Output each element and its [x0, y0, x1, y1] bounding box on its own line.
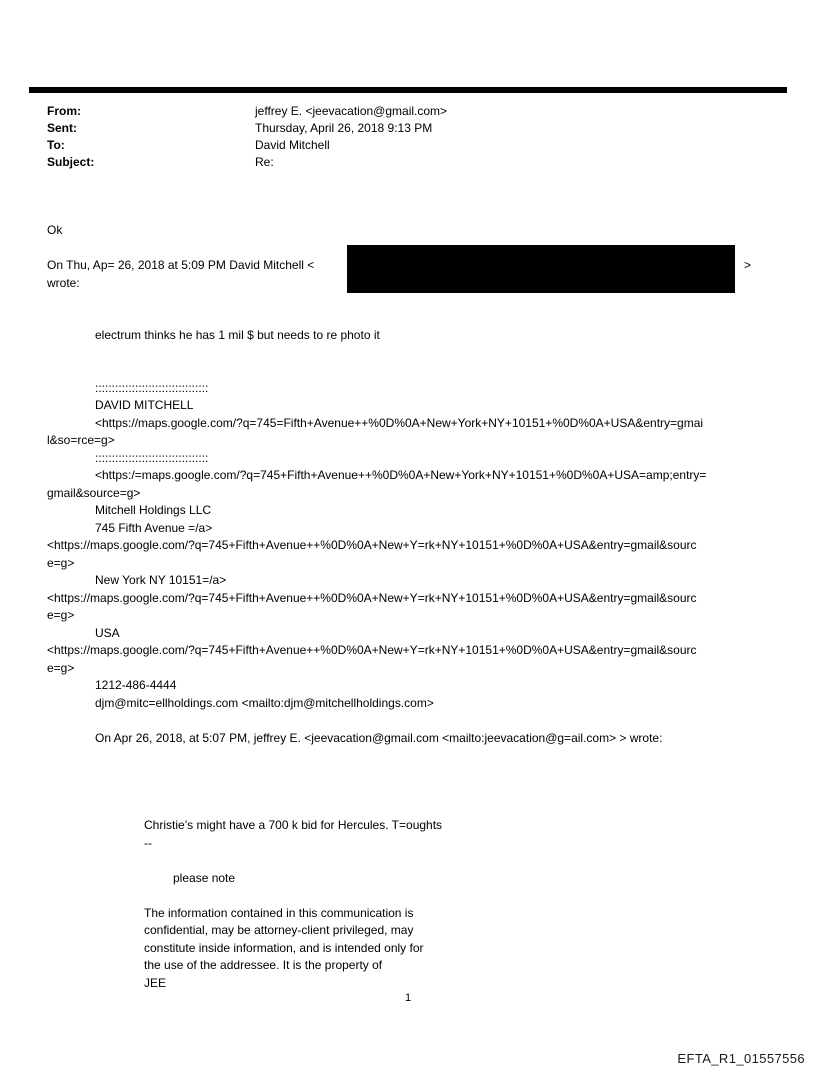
- body-line: e=g>: [47, 555, 75, 570]
- header-row-subject: [47, 154, 447, 171]
- blank-line: [47, 747, 816, 765]
- quote-attribution-close-bracket: >: [744, 258, 752, 272]
- body-line: --: [144, 835, 152, 850]
- body-line: <https://maps.google.com/?q=745+Fifth+Avenue++%0D%0A+New+Y=rk+NY+10151+%0D%0A+USA&entry=gmail&sourc: [47, 643, 697, 657]
- body-line: New York NY 10151=/a>: [95, 573, 227, 587]
- page-number: 1: [404, 992, 412, 1004]
- subject-label: Subject:: [47, 155, 95, 169]
- body-line: <https://maps.google.com/?q=745=Fifth+Avenue++%0D%0A+New+York+NY+10151+%0D%0A+USA&entry=gmai: [95, 415, 704, 430]
- from-label: From:: [47, 104, 81, 118]
- body-line: The information contained in this communication is: [144, 905, 414, 920]
- header-row-sent: [47, 120, 447, 137]
- quote-attribution-text: On Thu, Ap= 26, 2018 at 5:09 PM David Mitchell <: [47, 258, 315, 272]
- body-line: <https://maps.google.com/?q=745+Fifth+Avenue++%0D%0A+New+Y=rk+NY+10151+%0D%0A+USA&entry=gmail&sourc: [47, 590, 697, 605]
- email-header: [47, 103, 447, 171]
- blank-line: [47, 292, 816, 310]
- body-line: electrum thinks he has 1 mil $ but needs to re photo it: [95, 328, 380, 342]
- to-value: David Mitchell: [255, 138, 330, 152]
- bates-number: EFTA_R1_01557556: [677, 1051, 805, 1066]
- body-line: On Apr 26, 2018, at 5:07 PM, jeffrey E. <jeevacation@gmail.com <mailto:jeevacation@g=ail.com> > wrote:: [95, 730, 663, 745]
- blank-line: [47, 712, 816, 730]
- body-line: DAVID MITCHELL: [95, 398, 194, 412]
- body-line: <https:/=maps.google.com/?q=745+Fifth+Avenue++%0D%0A+New+York+NY+10151+%0D%0A+USA=amp;entry=: [95, 468, 707, 482]
- body-line: constitute inside information, and is intended only for: [144, 940, 424, 955]
- body-line: ::::::::::::::::::::::::::::::::::: [95, 380, 209, 395]
- body-line: JEE: [144, 975, 167, 990]
- body-line: ::::::::::::::::::::::::::::::::::: [95, 450, 209, 465]
- body-line: USA: [95, 625, 120, 640]
- to-label: To:: [47, 138, 65, 152]
- subject-value: Re:: [255, 155, 274, 169]
- body-line: the use of the addressee. It is the property of: [144, 958, 383, 972]
- sent-value: Thursday, April 26, 2018 9:13 PM: [255, 121, 433, 135]
- body-line: Christie’s might have a 700 k bid for Hercules. T=oughts: [144, 818, 443, 832]
- blank-line: [47, 800, 816, 818]
- body-line: wrote:: [47, 275, 80, 290]
- body-line: <https://maps.google.com/?q=745+Fifth+Avenue++%0D%0A+New+Y=rk+NY+10151+%0D%0A+USA&entry=gmail&sourc: [47, 538, 697, 552]
- body-line: Mitchell Holdings LLC: [95, 503, 212, 517]
- sent-label: Sent:: [47, 121, 77, 135]
- blank-line: [47, 310, 816, 328]
- header-row-from: [47, 103, 447, 120]
- body-line: e=g>: [47, 660, 75, 675]
- redaction-box: [347, 245, 735, 293]
- body-line: Ok: [47, 223, 63, 237]
- blank-line: [47, 782, 816, 800]
- body-line: e=g>: [47, 608, 75, 622]
- header-row-to: [47, 137, 447, 154]
- body-line: confidential, may be attorney-client privileged, may: [144, 923, 414, 937]
- blank-line: [47, 765, 816, 783]
- from-value: jeffrey E. <jeevacation@gmail.com>: [255, 104, 448, 118]
- body-line: 745 Fifth Avenue =/a>: [95, 520, 213, 535]
- blank-line: [47, 852, 816, 870]
- blank-line: [47, 362, 816, 380]
- blank-line: [47, 887, 816, 905]
- separator-bar: [29, 87, 787, 93]
- email-body: [47, 222, 816, 992]
- body-line: l&so=rce=g>: [47, 433, 115, 447]
- body-line: djm@mitc=ellholdings.com <mailto:djm@mitchellholdings.com>: [95, 695, 434, 710]
- quote-attribution-line: [47, 257, 816, 275]
- body-line: please note: [173, 870, 236, 885]
- blank-line: [47, 345, 816, 363]
- body-line: 1212-486-4444: [95, 678, 177, 692]
- body-line: gmail&source=g>: [47, 485, 141, 500]
